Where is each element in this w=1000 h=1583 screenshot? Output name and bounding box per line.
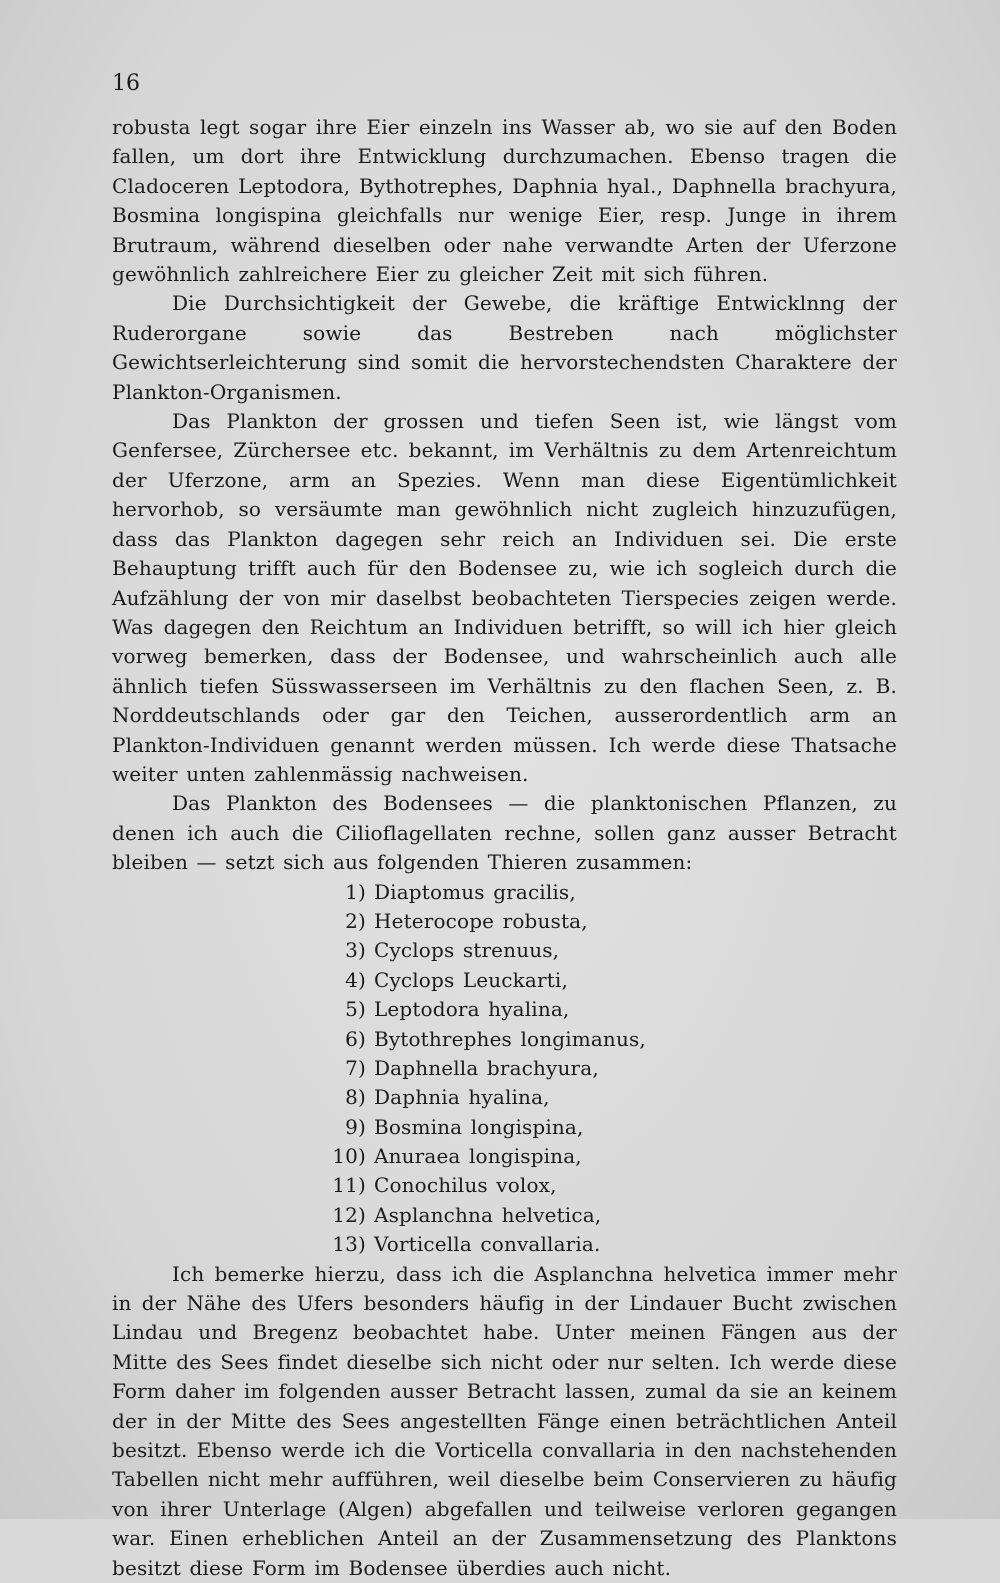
species-item bbox=[112, 1230, 897, 1259]
species-item bbox=[112, 1142, 897, 1171]
species-item bbox=[112, 1201, 897, 1230]
species-name: Cyclops Leuckarti, bbox=[374, 967, 568, 992]
species-number: 2) bbox=[345, 908, 366, 933]
species-number: 13) bbox=[332, 1232, 366, 1257]
species-number: 8) bbox=[345, 1085, 366, 1110]
paragraph-plankton-bodensee: Das Plankton des Bodensees — die planktonischen Pflanzen, zu denen ich auch die Cilioflagellaten rechne, sollen ganz ausser Betracht bleiben — setzt sich aus folgenden Thieren zusammen: bbox=[112, 791, 897, 875]
paragraph-transparency: Die Durchsichtigkeit der Gewebe, die kräftige Entwicklnng der Ruderorgane sowie das Bestreben nach möglichster Gewichtserleichterung sind somit die hervorstechendsten Charaktere der Plankton-Organismen. bbox=[112, 291, 897, 404]
species-number: 12) bbox=[332, 1202, 366, 1227]
body-text bbox=[112, 113, 897, 1583]
species-name: Daphnella brachyura, bbox=[374, 1055, 599, 1080]
species-item bbox=[112, 995, 897, 1024]
species-name: Asplanchna helvetica, bbox=[374, 1202, 602, 1227]
species-item bbox=[112, 1113, 897, 1142]
species-name: Cyclops strenuus, bbox=[374, 938, 560, 963]
species-name: Anuraea longispina, bbox=[374, 1144, 582, 1169]
species-item bbox=[112, 1171, 897, 1200]
species-number: 9) bbox=[345, 1114, 366, 1139]
species-item bbox=[112, 878, 897, 907]
paragraph-remark: Ich bemerke hierzu, dass ich die Asplanchna helvetica immer mehr in der Nähe des Ufers besonders häufig in der Lindauer Bucht zwischen Lindau und Bregenz beobachtet habe. Unter meinen Fängen aus der Mitte des Sees findet dieselbe sich nicht oder nur selten. Ich werde diese Form daher im folgenden ausser Betracht lassen, zumal da sie an keinem der in der Mitte des Sees angestellten Fänge einen beträchtlichen Anteil besitzt. Ebenso werde ich die Vorticella convallaria in den nachstehenden Tabellen nicht mehr aufführen, weil dieselbe beim Conservieren zu häufig von ihrer Unterlage (Algen) abgefallen und teilweise verloren gegangen war. Einen erheblichen Anteil an der Zusammensetzung des Planktons besitzt diese Form im Bodensee überdies auch nicht. bbox=[112, 1261, 897, 1580]
page-number: 16 bbox=[112, 71, 140, 96]
species-item bbox=[112, 907, 897, 936]
species-name: Daphnia hyalina, bbox=[374, 1085, 550, 1110]
bottom-paragraphs bbox=[112, 1260, 897, 1583]
species-list bbox=[112, 878, 897, 1260]
paragraph-plankton-lakes: Das Plankton der grossen und tiefen Seen ist, wie längst vom Genfersee, Zürchersee etc. bekannt, im Verhältnis zu dem Artenreichtum der Uferzone, arm an Spezies. Wenn man diese Eigentümlichkeit hervorhob, so versäumte man gewöhnlich nicht zugleich hinzuzufügen, dass das Plankton dagegen sehr reich an Individuen sei. Die erste Behauptung trifft auch für den Bodensee zu, wie ich sogleich durch die Aufzählung der von mir daselbst beobachteten Tierspecies zeigen werde. Was dagegen den Reichtum an Individuen betrifft, so will ich hier gleich vorweg bemerken, dass der Bodensee, und wahrscheinlich auch alle ähnlich tiefen Süsswasserseen im Verhältnis zu den flachen Seen, z. B. Norddeutschlands oder gar den Teichen, ausserordentlich arm an Plankton-Individuen genannt werden müssen. Ich werde diese Thatsache weiter unten zahlenmässig nachweisen. bbox=[112, 409, 897, 786]
species-item bbox=[112, 1083, 897, 1112]
species-item bbox=[112, 966, 897, 995]
species-name: Leptodora hyalina, bbox=[374, 997, 570, 1022]
species-name: Diaptomus gracilis, bbox=[374, 879, 576, 904]
species-item bbox=[112, 1054, 897, 1083]
species-item bbox=[112, 1025, 897, 1054]
species-number: 5) bbox=[345, 997, 366, 1022]
species-name: Vorticella convallaria. bbox=[374, 1232, 601, 1257]
species-item bbox=[112, 936, 897, 965]
paragraph-continuation: robusta legt sogar ihre Eier einzeln ins Wasser ab, wo sie auf den Boden fallen, um dort ihre Entwicklung durchzumachen. Ebenso tragen die Cladoceren Leptodora, Bythotrephes, Daphnia hyal., Daphnella brachyura, Bosmina longispina gleichfalls nur wenige Eier, resp. Junge in ihrem Brutraum, während dieselben oder nahe verwandte Arten der Uferzone gewöhnlich zahlreichere Eier zu gleicher Zeit mit sich führen. bbox=[112, 115, 897, 287]
species-number: 7) bbox=[345, 1055, 366, 1080]
species-number: 11) bbox=[332, 1173, 366, 1198]
species-name: Bosmina longispina, bbox=[374, 1114, 584, 1139]
species-number: 1) bbox=[345, 879, 366, 904]
species-number: 4) bbox=[345, 967, 366, 992]
species-name: Heterocope robusta, bbox=[374, 908, 588, 933]
species-name: Bytothrephes longimanus, bbox=[374, 1026, 646, 1051]
species-number: 6) bbox=[345, 1026, 366, 1051]
species-name: Conochilus volox, bbox=[374, 1173, 557, 1198]
species-number: 3) bbox=[345, 938, 366, 963]
species-number: 10) bbox=[332, 1144, 366, 1169]
top-paragraphs bbox=[112, 113, 897, 878]
